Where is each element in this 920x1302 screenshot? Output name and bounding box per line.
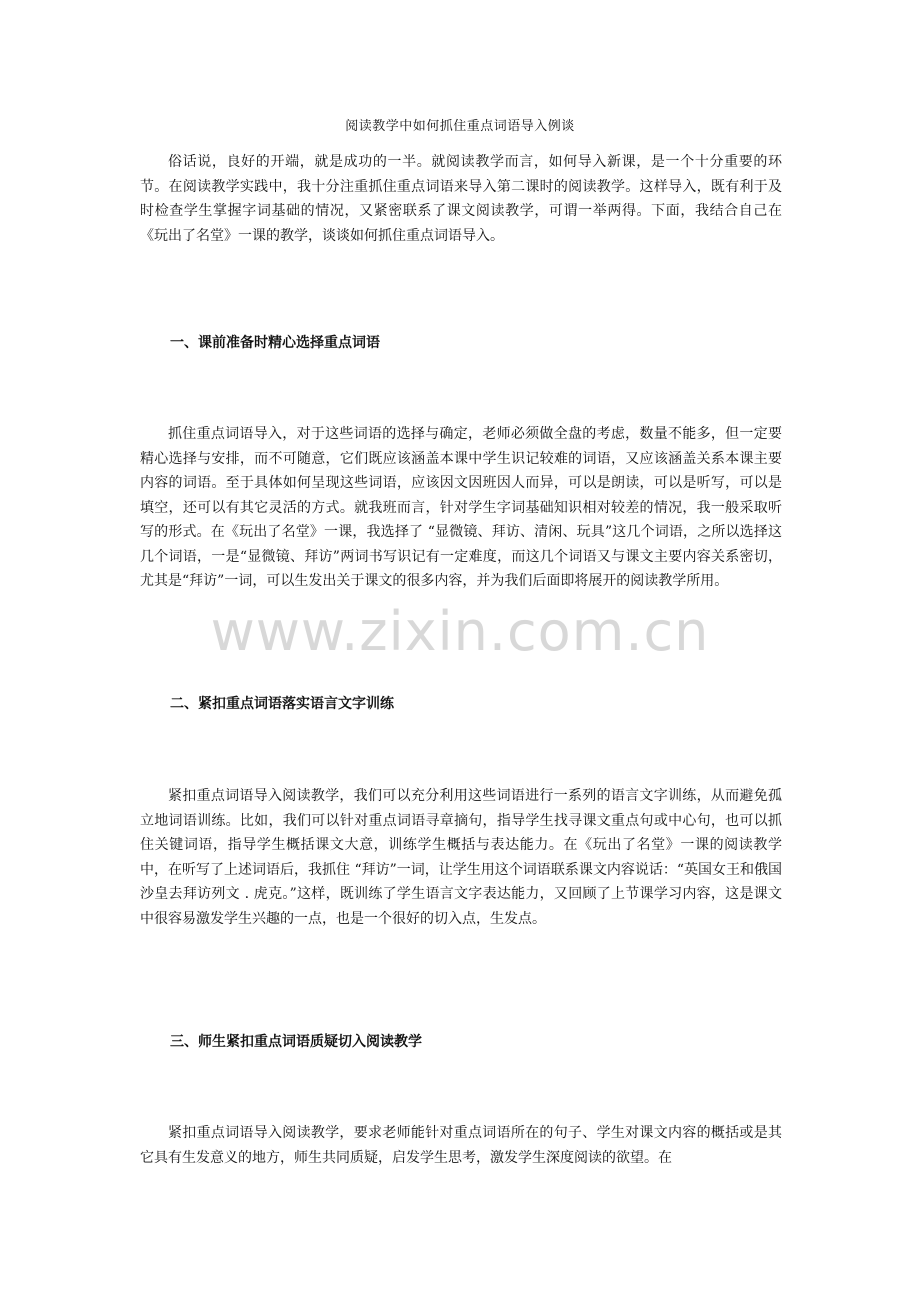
section-2-heading: 二、紧扣重点词语落实语言文字训练 [170,696,394,712]
document-title: 阅读教学中如何抓住重点词语导入例谈 [345,119,575,134]
section-1-paragraph: 抓住重点词语导入，对于这些词语的选择与确定，老师必须做全盘的考虑，数量不能多，但一定要精心选择与安排，而不可随意，它们既应该涵盖本课中学生识记较难的词语，又应该涵盖关系本课主要内容的词语。至于具体如何呈现这些词语，应该因文因班因人而异，可以是朗读，可以是听写，可以是填空，还可以有其它灵活的方式。就我班而言，针对学生字词基础知识相对较差的情况，我一般采取听写的形式。在《玩出了名堂》一课，我选择了 “显微镜、拜访、清闲、玩具”这几个词语，之所以选择这几个词语，一是“显微镜、拜访”两词书写识记有一定难度，而这几个词语又与课文主要内容关系密切，尤其是“拜访”一词，可以生发出关于课文的很多内容，并为我们后面即将展开的阅读教学所用。 [140,426,782,589]
intro-paragraph: 俗话说，良好的开端，就是成功的一半。就阅读教学而言，如何导入新课，是一个十分重要的环节。在阅读教学实践中，我十分注重抓住重点词语来导入第二课时的阅读教学。这样导入，既有利于及时检查学生掌握字词基础的情况，又紧密联系了课文阅读教学，可谓一举两得。下面，我结合自己在《玩出了名堂》一课的教学，谈谈如何抓住重点词语导入。 [140,154,782,244]
watermark-text: www.zixin.com.cn [210,600,710,663]
section-1-heading: 一、课前准备时精心选择重点词语 [170,335,380,351]
section-2-paragraph: 紧扣重点词语导入阅读教学，我们可以充分利用这些词语进行一系列的语言文字训练，从而避免孤立地词语训练。比如，我们可以针对重点词语寻章摘句，指导学生找寻课文重点句或中心句，也可以抓住关键词语，指导学生概括课文大意，训练学生概括与表达能力。在《玩出了名堂》一课的阅读教学中，在听写了上述词语后，我抓住 “拜访”一词，让学生用这个词语联系课文内容说话：“英国女王和俄国沙皇去拜访列文 . 虎克。”这样，既训练了学生语言文字表达能力，又回顾了上节课学习内容，这是课文中很容易激发学生兴趣的一点，也是一个很好的切入点，生发点。 [140,788,782,927]
section-3-paragraph: 紧扣重点词语导入阅读教学，要求老师能针对重点词语所在的句子、学生对课文内容的概括或是其它具有生发意义的地方，师生共同质疑，启发学生思考，激发学生深度阅读的欲望。在 [140,1125,782,1166]
section-3-heading: 三、师生紧扣重点词语质疑切入阅读教学 [170,1034,422,1050]
